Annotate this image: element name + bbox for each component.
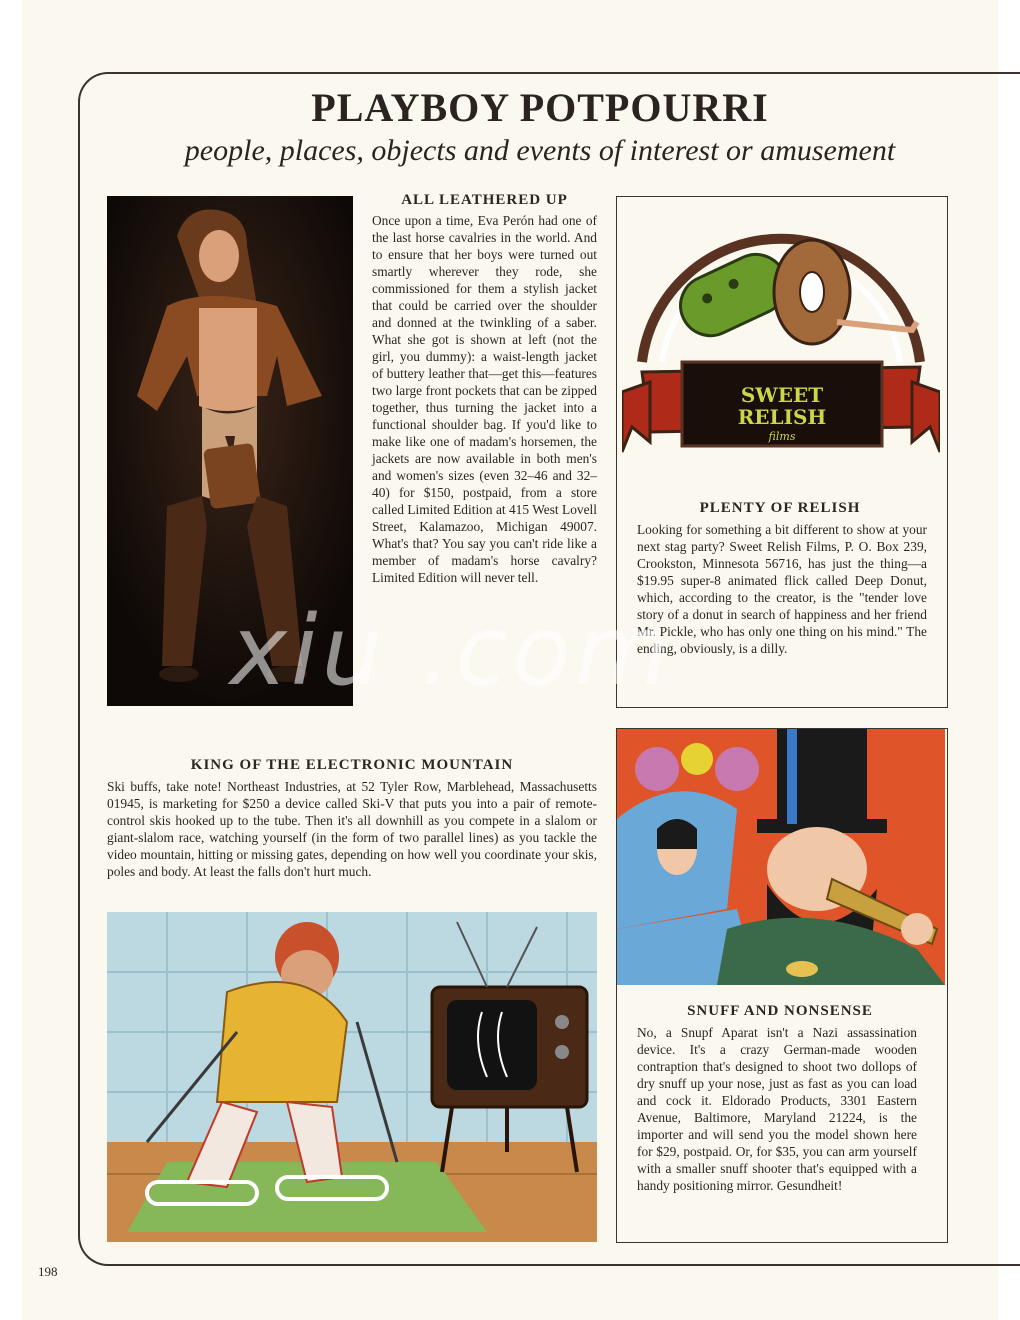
left-margin [0, 0, 22, 1320]
logo-films-text: films [768, 430, 796, 443]
watermark: xiu .com [230, 595, 673, 707]
heading-snuff-and-nonsense: SNUFF AND NONSENSE [687, 1003, 873, 1019]
body-king-of-electronic-mountain: Ski buffs, take note! Northeast Industries, at 52 Tyler Row, Marblehead, Massachusetts 01945, is marketing for $250 a device called Ski-V that puts you into a pair of remote-control skis hooked up to the tube. Then it's all downhill as you compete in a slalom or giant-slalom race, watching yourself (in the form of two parallel lines) as you tackle the video mountain, hitting or missing gates, depending on how well you coordinate your skis, poles and body. At least the falls don't hurt much. [107, 779, 597, 879]
snuff-apparatus-illustration [617, 729, 945, 985]
page-number: 198 [38, 1264, 58, 1279]
ski-v-illustration [107, 912, 597, 1242]
page-subtitle: people, places, objects and events of interest or amusement [184, 134, 896, 167]
heading-all-leathered-up: ALL LEATHERED UP [401, 192, 568, 208]
logo-relish-text: RELISH [737, 405, 827, 429]
sweet-relish-logo [622, 202, 940, 492]
body-plenty-of-relish: Looking for something a bit different to show at your next stag party? Sweet Relish Films, P. O. Box 239, Crookston, Minnesota 56716, has just the thing—a $19.95 super-8 animated flick called Deep Donut, which, according to the creator, is the "tender love story of a donut in search of happiness and her friend Mr. Pickle, who has only one thing on his mind." The ending, obviously, is a dilly. [637, 522, 927, 656]
logo-sweet-text: SWEET [740, 383, 824, 407]
leather-jacket-photo [107, 196, 353, 706]
body-all-leathered-up: Once upon a time, Eva Perón had one of the last horse cavalries in the world. And to ensure that her boys were turned out smartly wherever they rode, she commissioned for them a stylish jacket that could be carried over the shoulder and donned at the twinkling of a saber. What she got is shown at left (not the girl, you dummy): a waist-length jacket of buttery leather that—get this—features two large front pockets that can be zipped together, thus turning the jacket into a functional shoulder bag. If you'd like to make like one of madam's horsemen, the jackets are now available in both men's and women's sizes (even 32–46 and 32–40) for $150, postpaid, from a store called Limited Edition at 415 West Lovell Street, Kalamazoo, Michigan 49007. What's that? You say you can't ride like a member of madam's horse cavalry? Limited Edition will never tell. [372, 213, 597, 585]
heading-king-of-electronic-mountain: KING OF THE ELECTRONIC MOUNTAIN [190, 757, 514, 773]
page-title: PLAYBOY POTPOURRI [311, 85, 769, 130]
heading-plenty-of-relish: PLENTY OF RELISH [699, 500, 861, 516]
body-snuff-and-nonsense: No, a Snupf Aparat isn't a Nazi assassination device. It's a crazy German-made wooden contraption that's designed to shoot two dollops of dry snuff up your nose, just as fast as you can load and cock it. Eldorado Products, 3301 Eastern Avenue, Baltimore, Maryland 21224, is the importer and will send you the model shown here for $29, postpaid. Or, for $35, you can arm yourself with a smaller snuff shooter that's equipped with a handy positioning mirror. Gesundheit! [637, 1025, 917, 1193]
